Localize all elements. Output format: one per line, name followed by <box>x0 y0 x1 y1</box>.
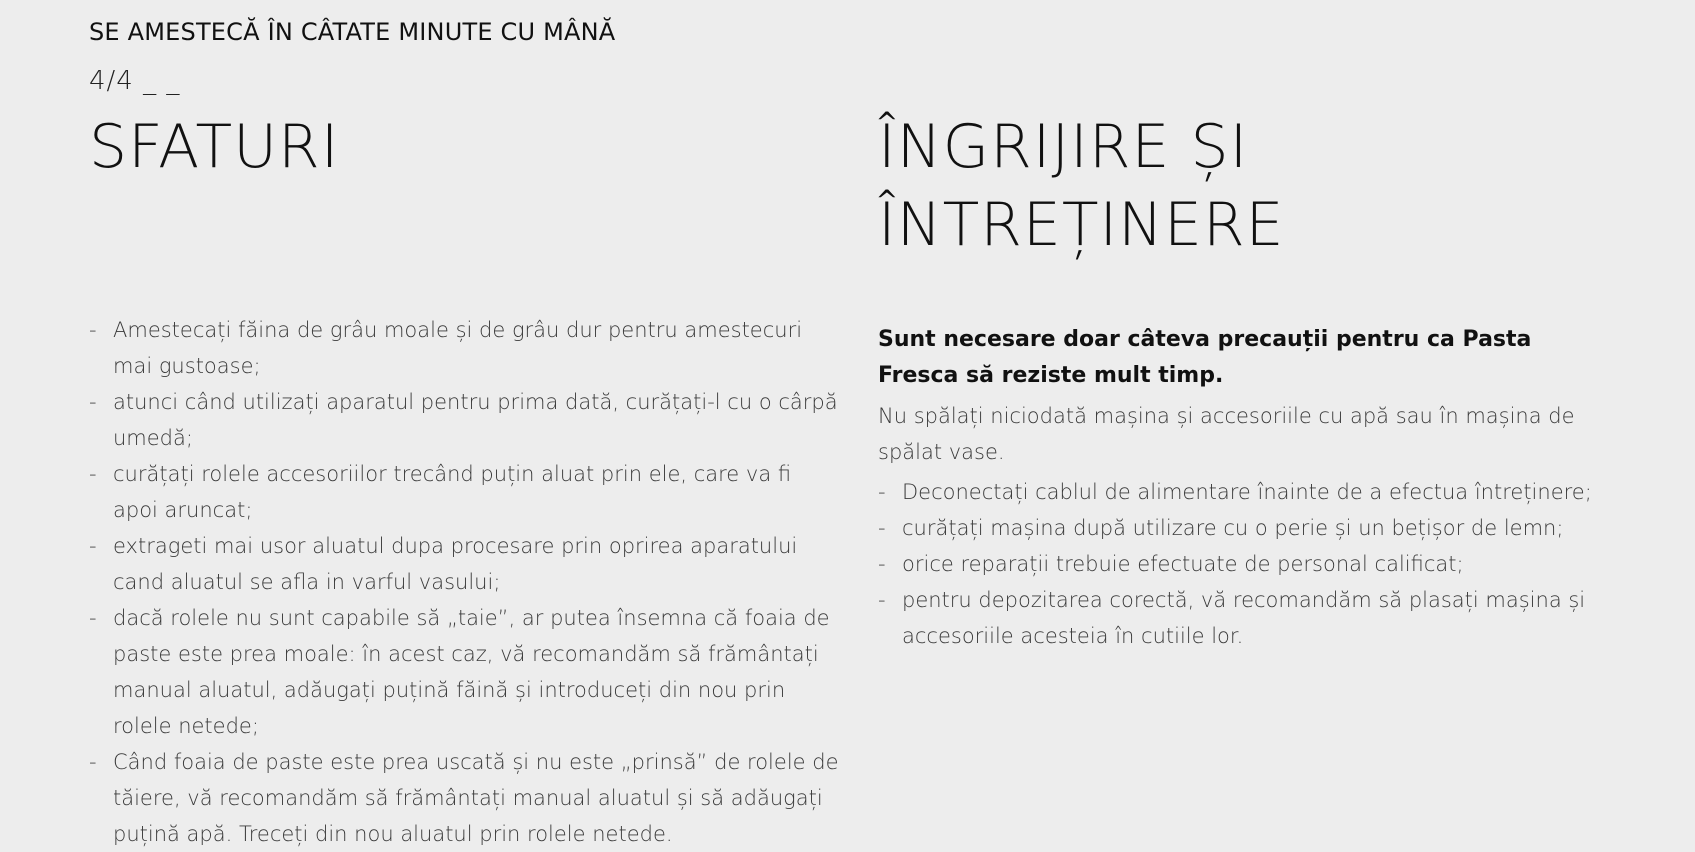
tips-title: SFATURI <box>89 112 340 182</box>
step-indicator: 4/4 _ _ <box>89 66 181 96</box>
care-intro-text: Nu spălați niciodată mașina și accesoriile cu apă sau în mașina de spălat vase. <box>878 404 1575 464</box>
care-intro-bold: Sunt necesare doar câteva precauții pentru ca Pasta Fresca să reziste mult timp. <box>878 327 1532 388</box>
tips-list <box>89 312 839 852</box>
care-title-line1: ÎNGRIJIRE ȘI <box>878 112 1249 182</box>
care-section <box>878 108 1618 654</box>
list-item: - extrageti mai usor aluatul dupa procesare prin oprirea aparatului cand aluatul se afla in varful vasului; <box>89 528 839 600</box>
list-item: - dacă rolele nu sunt capabile să „taie”, ar putea însemna că foaia de paste este prea moale: în acest caz, vă recomandăm să frământați manual aluatul, adăugați puțină făină și introduceți din nou prin rolele netede; <box>89 600 839 744</box>
care-title <box>878 108 1618 264</box>
list-item: - atunci când utilizați aparatul pentru prima dată, curățați-l cu o cârpă umedă; <box>89 384 839 456</box>
list-item: - curățați mașina după utilizare cu o perie și un bețișor de lemn; <box>878 510 1618 546</box>
care-title-line2: ÎNTREȚINERE <box>878 190 1285 260</box>
tips-section <box>89 108 839 852</box>
list-item: - Amestecați făina de grâu moale și de grâu dur pentru amestecuri mai gustoase; <box>89 312 839 384</box>
list-item: - curățați rolele accesoriilor trecând puțin aluat prin ele, care va fi apoi aruncat; <box>89 456 839 528</box>
list-item: - pentru depozitarea corectă, vă recomandăm să plasați mașina și accesoriile acesteia în cutiile lor. <box>878 582 1618 654</box>
list-item: - orice reparații trebuie efectuate de personal calificat; <box>878 546 1618 582</box>
care-list <box>878 474 1618 654</box>
list-item: - Când foaia de paste este prea uscată și nu este „prinsă” de rolele de tăiere, vă recomandăm să frământați manual aluatul și să adăugați puțină apă. Treceți din nou aluatul prin rolele netede. <box>89 744 839 852</box>
step-heading: SE AMESTECĂ ÎN CÂTATE MINUTE CU MÂNĂ <box>89 18 616 46</box>
list-item: - Deconectați cablul de alimentare înainte de a efectua întreținere; <box>878 474 1618 510</box>
